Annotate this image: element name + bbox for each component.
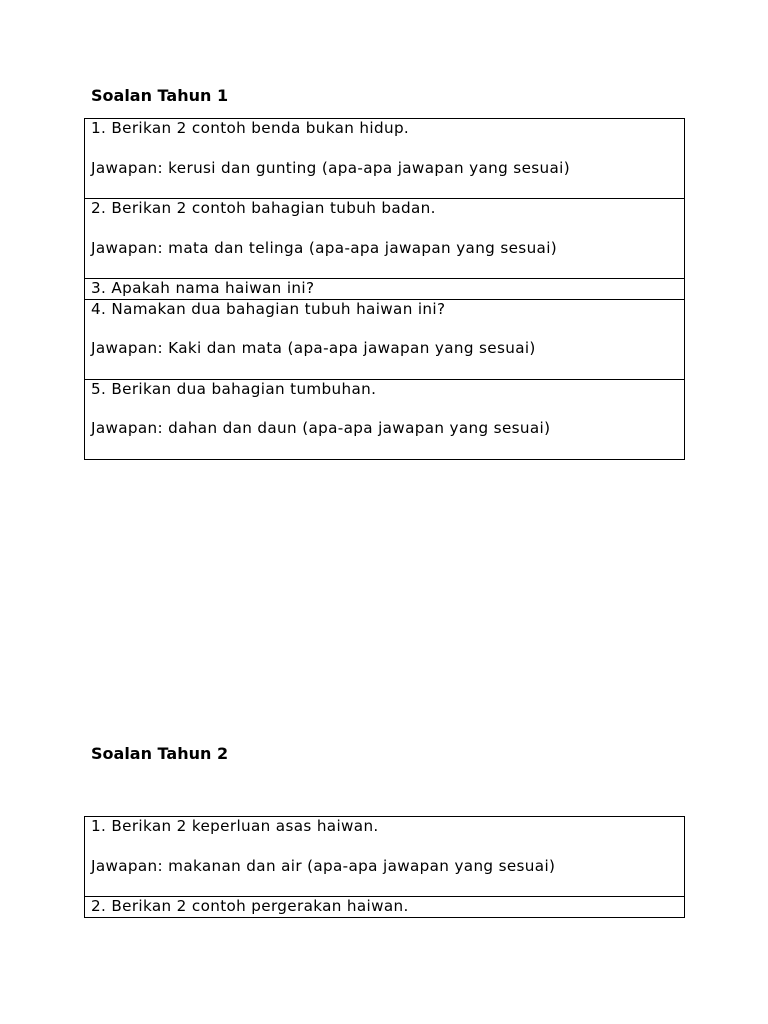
question-cell bbox=[85, 279, 685, 300]
section-title-tahun-2: Soalan Tahun 2 bbox=[91, 744, 229, 763]
question-table-tahun-2 bbox=[84, 816, 685, 918]
table-row bbox=[85, 379, 685, 459]
table-row bbox=[85, 897, 685, 918]
answer-text: Jawapan: makanan dan air (apa-apa jawapan yang sesuai) bbox=[91, 856, 556, 875]
answer-text: Jawapan: kerusi dan gunting (apa-apa jawapan yang sesuai) bbox=[91, 158, 571, 177]
table-row bbox=[85, 279, 685, 300]
question-text: 2. Berikan 2 contoh bahagian tubuh badan. bbox=[91, 199, 436, 217]
question-cell bbox=[85, 199, 685, 279]
question-text: 1. Berikan 2 contoh benda bukan hidup. bbox=[91, 119, 410, 137]
table-row bbox=[85, 817, 685, 897]
section-title-tahun-1: Soalan Tahun 1 bbox=[91, 86, 229, 105]
table-row bbox=[85, 199, 685, 279]
question-table-tahun-1 bbox=[84, 118, 685, 460]
answer-text: Jawapan: mata dan telinga (apa-apa jawapan yang sesuai) bbox=[91, 238, 558, 257]
table-row bbox=[85, 119, 685, 199]
question-text: 5. Berikan dua bahagian tumbuhan. bbox=[91, 379, 377, 398]
question-text: 2. Berikan 2 contoh pergerakan haiwan. bbox=[91, 897, 409, 915]
table-row bbox=[85, 299, 685, 379]
answer-text: Jawapan: dahan dan daun (apa-apa jawapan yang sesuai) bbox=[91, 419, 551, 437]
question-cell bbox=[85, 119, 685, 199]
question-text: 4. Namakan dua bahagian tubuh haiwan ini? bbox=[91, 299, 446, 318]
question-cell bbox=[85, 817, 685, 897]
question-text: 1. Berikan 2 keperluan asas haiwan. bbox=[91, 817, 379, 835]
question-cell bbox=[85, 379, 685, 459]
question-cell bbox=[85, 897, 685, 918]
answer-text: Jawapan: Kaki dan mata (apa-apa jawapan yang sesuai) bbox=[91, 339, 536, 357]
question-text: 3. Apakah nama haiwan ini? bbox=[91, 279, 315, 297]
question-cell bbox=[85, 299, 685, 379]
